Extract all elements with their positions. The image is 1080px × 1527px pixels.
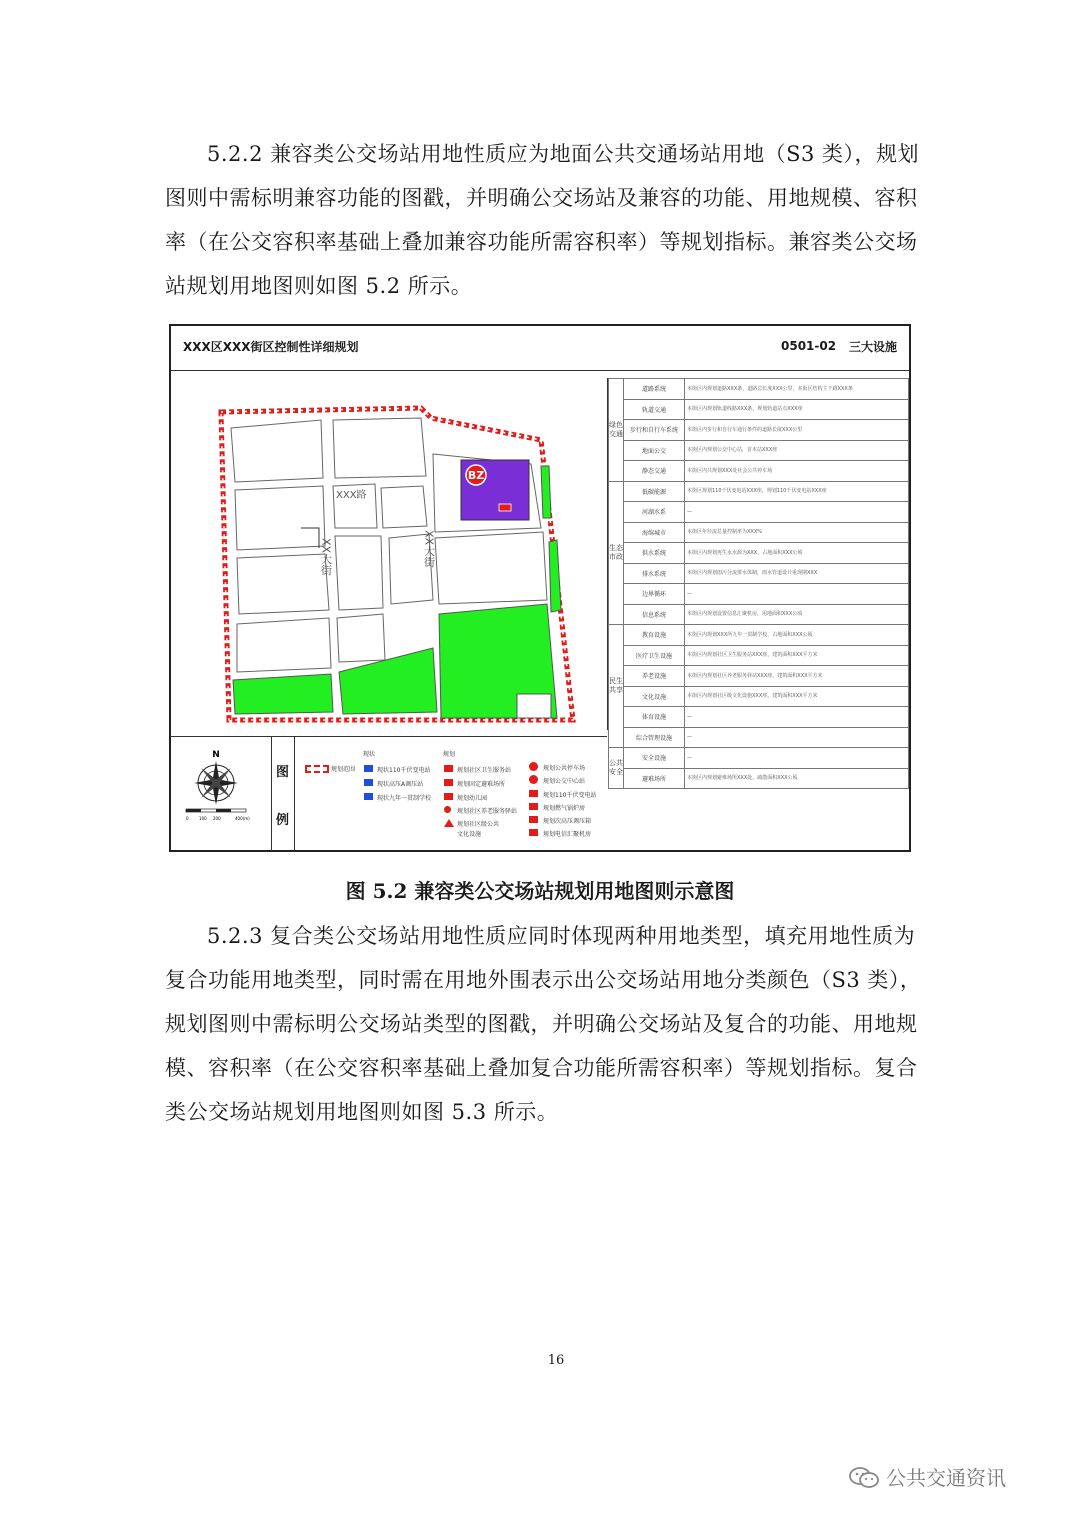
culture-facility-icon	[444, 819, 454, 827]
table-description: 本街区内规划社区养老服务驿站XXX座，建筑面积XXX平方米	[685, 666, 909, 687]
road-label: XX大街	[319, 538, 333, 576]
table-row	[609, 707, 909, 728]
boundary-legend-icon	[305, 765, 329, 773]
table-row	[609, 666, 909, 687]
table-row	[609, 420, 909, 441]
figure-5-2-plan-map	[169, 324, 911, 852]
table-row	[609, 727, 909, 748]
table-description: 本街区内规划道路XXX条，道路总长度XXX公里，本街区结构主干路XXX条	[685, 379, 909, 400]
watermark-text: 公共交通资讯	[886, 1466, 1006, 1490]
table-row	[609, 481, 909, 502]
table-category: 地面公交	[624, 440, 685, 461]
table-description: —	[685, 584, 909, 605]
planned-substation-icon	[529, 790, 538, 797]
table-row	[609, 645, 909, 666]
gas-regulator-icon	[529, 816, 538, 823]
paragraph-line: 图则中需标明兼容功能的图戳，并明确公交场站及兼容的功能、用地规模、容积	[165, 186, 918, 210]
bus-station-icon	[499, 504, 511, 511]
table-row	[609, 502, 909, 523]
existing-regulator-icon	[364, 779, 373, 786]
table-description: 本街区内规划社区卫生服务站XXX座，建筑面积XXX平方米	[685, 645, 909, 666]
table-description: 本街区内规划公交中心站，首末站XXX座	[685, 440, 909, 461]
table-category: 排水系统	[624, 563, 685, 584]
table-row	[609, 748, 909, 769]
table-description: —	[685, 727, 909, 748]
table-category: 信息系统	[624, 604, 685, 625]
kindergarten-icon	[444, 793, 453, 800]
table-category: 海绵城市	[624, 522, 685, 543]
svg-text:200: 200	[213, 816, 221, 821]
table-category: 体育设施	[624, 707, 685, 728]
plan-tag: 三大设施	[849, 340, 898, 354]
watermark	[848, 1462, 1006, 1491]
elderly-care-icon	[444, 806, 451, 813]
plan-code: 0501-02	[781, 339, 837, 353]
table-category: 医疗卫生设施	[624, 645, 685, 666]
road-label: XX大街	[422, 530, 436, 568]
table-row	[609, 604, 909, 625]
table-description: —	[685, 707, 909, 728]
table-category: 道路系统	[624, 379, 685, 400]
existing-school-icon	[364, 793, 373, 800]
table-category: 综合管理设施	[624, 727, 685, 748]
table-category: 供水系统	[624, 543, 685, 564]
table-row	[609, 768, 909, 789]
table-row	[609, 440, 909, 461]
telecom-room-icon	[529, 829, 538, 836]
parking-icon	[529, 762, 538, 771]
table-row	[609, 399, 909, 420]
table-description: —	[685, 502, 909, 523]
table-category: 教育设施	[624, 625, 685, 646]
table-row	[609, 522, 909, 543]
table-description: —	[685, 748, 909, 769]
legend-panel: N 0 100 200 400(m) 图 例 规划范围 现状 规划 现状110千伏变电站 现状高压A调压站 现状九年一贯制学校 规划社区卫生服务站 规划固定避难场所 规划幼儿园 规划社区养老服务驿站 规划社区级公共 文化设施 规划公共停车场 规划公交中心站 规划110千伏变电站 规划燃气锅炉房 规划次高压调压箱 规划电信汇聚机房	[171, 736, 607, 851]
table-row	[609, 379, 909, 400]
compass-icon	[181, 747, 251, 827]
table-category: 安全设施	[624, 748, 685, 769]
indicator-table	[608, 378, 909, 789]
paragraph-5-2-3	[165, 914, 922, 1134]
table-category: 边界循环	[624, 584, 685, 605]
table-description: 本街区内共规划XXX处社会公共停车场	[685, 461, 909, 482]
table-category: 养老设施	[624, 666, 685, 687]
table-group-label: 公共安全	[609, 748, 624, 789]
paragraph-line: 规划图则中需标明公交场站类型的图戳，并明确公交场站及复合的功能、用地规	[165, 1012, 918, 1036]
table-row	[609, 543, 909, 564]
figure-caption: 图 5.2 兼容类公交场站规划用地图则示意图	[345, 879, 735, 903]
legend-header: 现状	[363, 751, 376, 758]
page-number: 16	[547, 1353, 565, 1368]
wechat-icon	[848, 1466, 880, 1488]
paragraph-line: 站规划用地图则如图 5.2 所示。	[165, 274, 473, 298]
table-description: 本街区内步行和自行车通行条件的道路长度XXX公里	[685, 420, 909, 441]
paragraph-line: 率（在公交容积率基础上叠加兼容功能所需容积率）等规划指标。兼容类公交场	[165, 230, 918, 254]
table-category: 避难场所	[624, 768, 685, 789]
table-description: 本街区内规划再生水水源为XXX，占地面积XXX公顷	[685, 543, 909, 564]
paragraph-line: 复合功能用地类型，同时需在用地外围表示出公交场站用地分类颜色（S3 类），	[165, 968, 922, 992]
table-category: 静态交通	[624, 461, 685, 482]
table-category: 轨道交通	[624, 399, 685, 420]
table-category: 步行和自行车系统	[624, 420, 685, 441]
figure-title-bar	[171, 326, 909, 371]
table-group-label: 民生共享	[609, 625, 624, 748]
paragraph-line: 模、容积率（在公交容积率基础上叠加复合功能所需容积率）等规划指标。复合	[165, 1056, 918, 1080]
table-category: 河湖水系	[624, 502, 685, 523]
table-row	[609, 563, 909, 584]
shelter-icon	[444, 779, 453, 786]
paragraph-line: 5.2.3 复合类公交场站用地性质应同时体现两种用地类型，填充用地性质为	[207, 924, 916, 948]
legend-label: 规划范围	[331, 766, 356, 773]
legend-header: 规划	[443, 751, 456, 758]
table-row	[609, 625, 909, 646]
existing-substation-icon	[364, 765, 373, 772]
table-description: 本街区内规划避难场所XXX处，疏散面积XXX公顷	[685, 768, 909, 789]
svg-text:0: 0	[186, 816, 189, 821]
table-category: 文化设施	[624, 686, 685, 707]
table-description: 本街区内规划社区级文化设施XXX座，建筑面积XXX平方米	[685, 686, 909, 707]
table-group-label: 生态市政	[609, 481, 624, 625]
table-row	[609, 461, 909, 482]
site-map	[171, 378, 607, 730]
table-description: 本街区年径流总量控制率为XXX%	[685, 522, 909, 543]
paragraph-line: 5.2.2 兼容类公交场站用地性质应为地面公共交通场站用地（S3 类），规划	[207, 142, 920, 166]
paragraph-line: 类公交场站规划用地图则如图 5.3 所示。	[165, 1100, 559, 1124]
plan-title: XXX区XXX街区控制性详细规划	[183, 340, 359, 354]
health-station-icon	[444, 765, 453, 772]
table-group-label: 绿色交通	[609, 379, 624, 482]
table-row	[609, 686, 909, 707]
compat-stamp-text: BZ	[467, 469, 485, 482]
north-label: N	[212, 750, 220, 760]
svg-text:400(m): 400(m)	[235, 816, 250, 821]
paragraph-5-2-2	[165, 132, 920, 308]
table-description: 本街区规划110千伏变电站XXX座，规划110千伏变电站XXX座	[685, 481, 909, 502]
legend-title: 图 例	[271, 737, 295, 851]
table-category: 低碳能源	[624, 481, 685, 502]
table-description: 本街区内规划XXX所九年一贯制学校，占地面积XXX公顷	[685, 625, 909, 646]
bus-hub-icon	[529, 775, 538, 784]
table-description: 本街区内规划设置信息汇聚机房，用地面积XXX公顷	[685, 604, 909, 625]
table-description: 本街区内规划雨污分流排水体制，雨水管道设计重现期XXX	[685, 563, 909, 584]
map-panel	[171, 378, 608, 730]
boiler-room-icon	[529, 803, 538, 810]
table-description: 本街区内规划轨道线路XXX条，规划轨道站点XXX座	[685, 399, 909, 420]
table-row	[609, 584, 909, 605]
road-label: XXX路	[336, 490, 367, 501]
svg-text:100: 100	[199, 816, 207, 821]
